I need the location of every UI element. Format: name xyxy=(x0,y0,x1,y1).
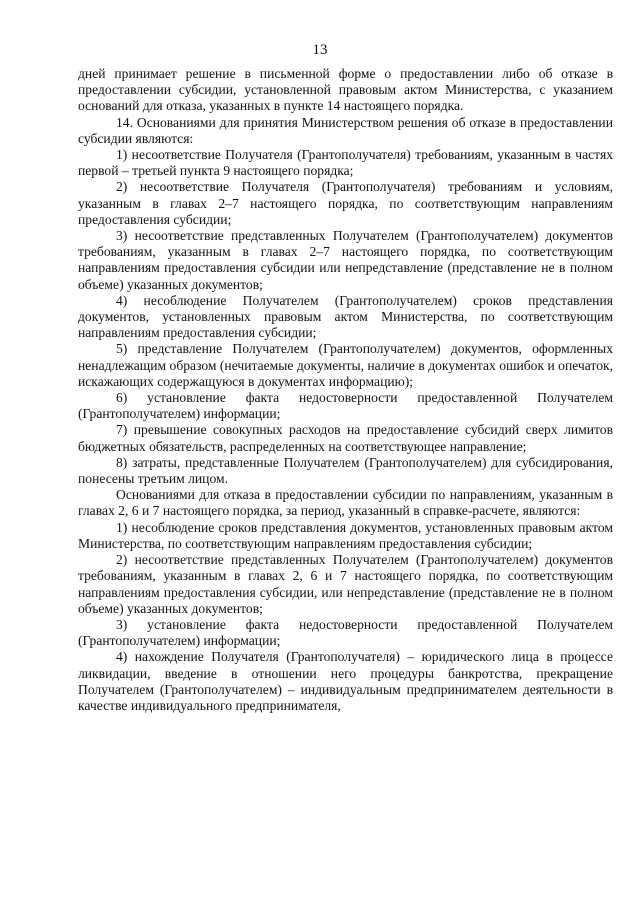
paragraph: дней принимает решение в письменной форме о предоставлении либо об отказе в предоставлении субсидии, установленной правовым актом Министерства, с указанием оснований для отказа, указанных в пункте 14 настоящего порядка. xyxy=(78,66,613,114)
list-item: 2) несоответствие представленных Получателем (Грантополучателем) документов требованиям, указанным в главах 2, 6 и 7 настоящего порядка, по соответствующим направлениям предоставления субсидии, или непредставление (представление не в полном объеме) указанных документов; xyxy=(78,552,613,616)
paragraph: 14. Основаниями для принятия Министерством решения об отказе в предоставлении субсидии являются: xyxy=(78,114,613,146)
paragraph: Основаниями для отказа в предоставлении субсидии по направлениям, указанным в главах 2, 6 и 7 настоящего порядка, за период, указанный в справке-расчете, являются: xyxy=(78,487,613,519)
page-number: 13 xyxy=(312,42,328,58)
list-item: 3) несоответствие представленных Получателем (Грантополучателем) документов требованиям, указанным в главах 2–7 настоящего порядка, по соответствующим направлениям предоставления субсидии или непредставление (представление не в полном объеме) указанных документов; xyxy=(78,228,613,292)
list-item: 7) превышение совокупных расходов на предоставление субсидий сверх лимитов бюджетных обязательств, распределенных на соответствующее направление; xyxy=(78,422,613,454)
list-item: 4) несоблюдение Получателем (Грантополучателем) сроков представления документов, установленных правовым актом Министерства, по соответствующим направлениям предоставления субсидии; xyxy=(78,292,613,341)
list-item: 4) нахождение Получателя (Грантополучателя) – юридического лица в процессе ликвидации, введение в отношении него процедуры банкротства, прекращение Получателем (Грантополучателем) – индивидуальным предпринимателем деятельности в качестве индивидуального предпринимателя, xyxy=(78,649,613,713)
list-item: 6) установление факта недостоверности предоставленной Получателем (Грантополучателем) информации; xyxy=(78,390,613,422)
list-item: 5) представление Получателем (Грантополучателем) документов, оформленных ненадлежащим образом (нечитаемые документы, наличие в документах ошибок и опечаток, искажающих содержащуюся в документах информацию); xyxy=(78,341,613,389)
list-item: 1) несоответствие Получателя (Грантополучателя) требованиям, указанным в частях первой – третьей пункта 9 настоящего порядка; xyxy=(78,147,613,179)
list-item: 3) установление факта недостоверности предоставленной Получателем (Грантополучателем) информации; xyxy=(78,616,613,649)
list-item: 1) несоблюдение сроков представления документов, установленных правовым актом Министерства, по соответствующим направлениям предоставления субсидии; xyxy=(78,519,613,551)
list-item: 2) несоответствие Получателя (Грантополучателя) требованиям и условиям, указанным в главах 2–7 настоящего порядка, по соответствующим направлениям предоставления субсидии; xyxy=(78,179,613,227)
list-item: 8) затраты, представленные Получателем (Грантополучателем) для субсидирования, понесены третьим лицом. xyxy=(78,454,613,487)
document-body xyxy=(78,66,613,714)
